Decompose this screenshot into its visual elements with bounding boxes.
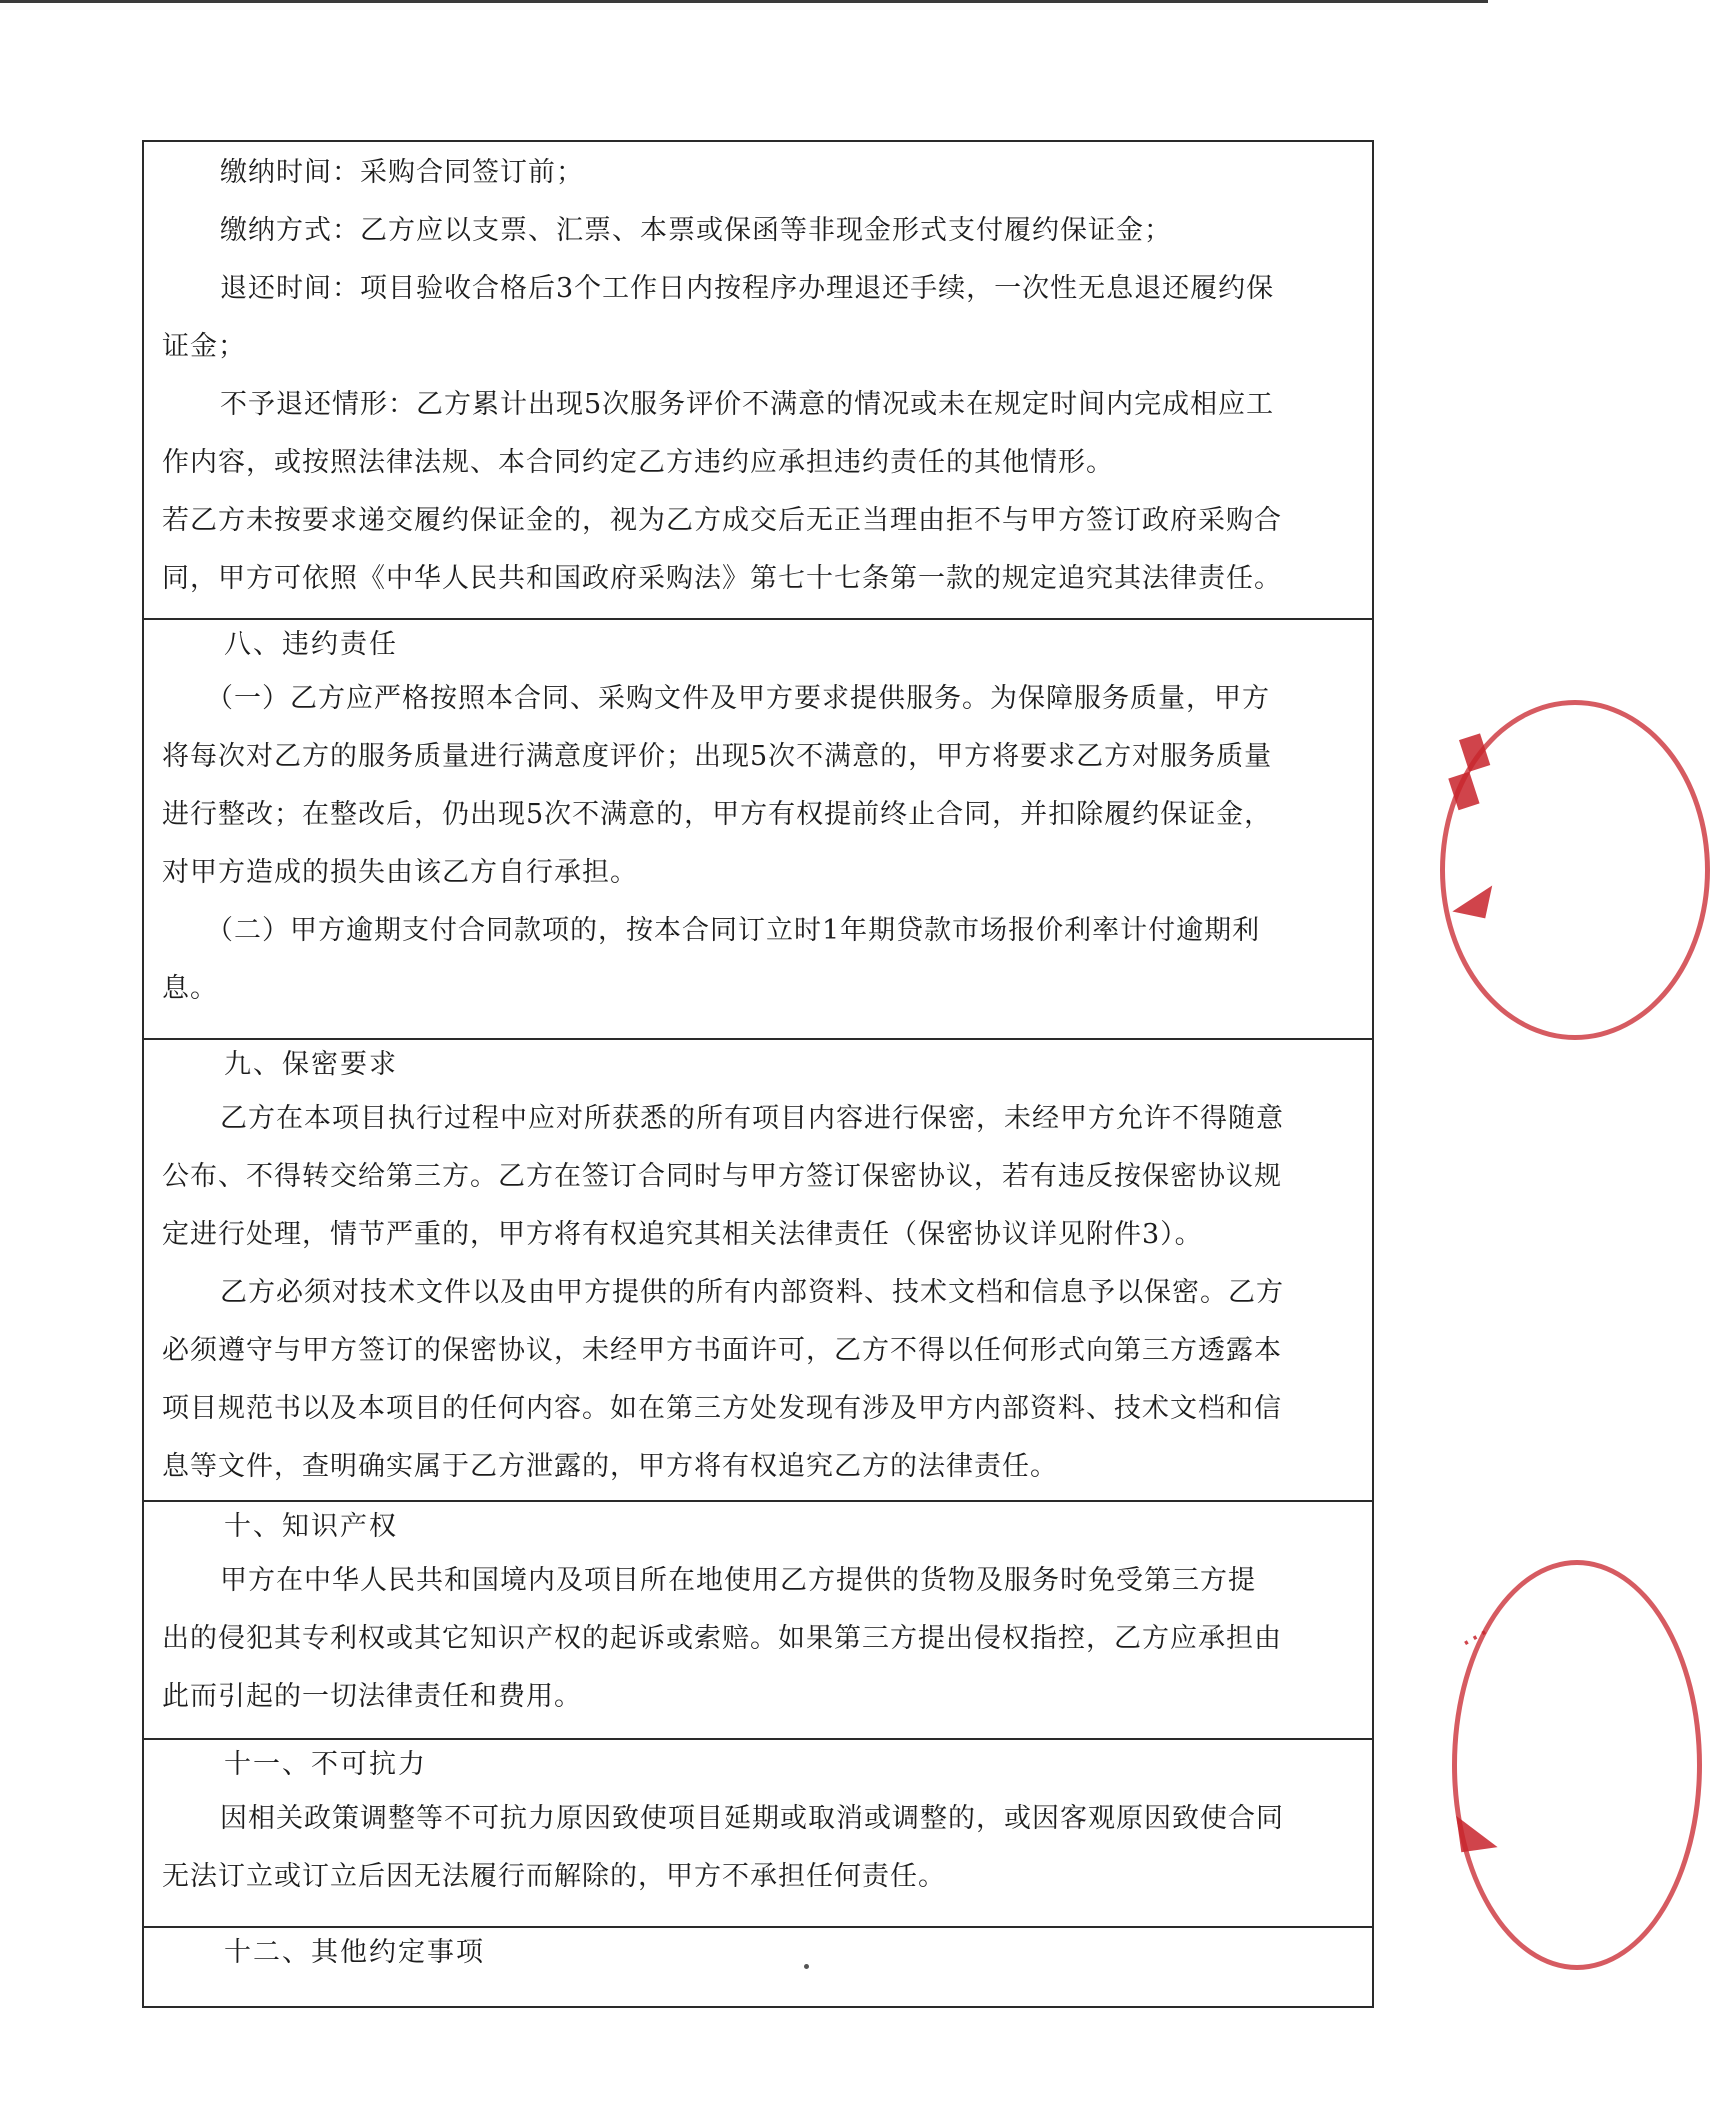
seal-fragment-upper-glyph: ▞	[1439, 734, 1501, 811]
breach-line: 进行整改；在整改后，仍出现5次不满意的，甲方有权提前终止合同，并扣除履约保证金，	[162, 799, 1273, 830]
ip-line: 出的侵犯其专利权或其它知识产权的起诉或索赔。如果第三方提出侵权指控，乙方应承担由	[162, 1623, 1282, 1654]
page-top-edge	[0, 0, 1488, 3]
ip-line: 此而引起的一切法律责任和费用。	[162, 1681, 582, 1712]
footer-dot	[804, 1964, 809, 1969]
ip-line: 甲方在中华人民共和国境内及项目所在地使用乙方提供的货物及服务时免受第三方提	[220, 1565, 1256, 1596]
breach-line: （一）乙方应严格按照本合同、采购文件及甲方要求提供服务。为保障服务质量，甲方	[206, 683, 1270, 714]
breach-line: （二）甲方逾期支付合同款项的，按本合同订立时1年期贷款市场报价利率计付逾期利	[206, 915, 1261, 946]
deposit-line: 同，甲方可依照《中华人民共和国政府采购法》第七十七条第一款的规定追究其法律责任。	[162, 563, 1282, 594]
confidential-line: 公布、不得转交给第三方。乙方在签订合同时与甲方签订保密协议，若有违反按保密协议规	[162, 1161, 1282, 1192]
seal-fragment-lower-mark: ◣	[1454, 1797, 1499, 1859]
section-heading: 八、违约责任	[224, 629, 398, 660]
section-heading: 十二、其他约定事项	[224, 1937, 485, 1968]
breach-line: 将每次对乙方的服务质量进行满意度评价；出现5次不满意的，甲方将要求乙方对服务质量	[162, 741, 1273, 772]
deposit-section	[144, 142, 1372, 620]
contract-table	[142, 140, 1374, 2008]
deposit-line: 证金；	[162, 331, 246, 362]
force-line: 因相关政策调整等不可抗力原因致使项目延期或取消或调整的，或因客观原因致使合同	[220, 1803, 1284, 1834]
section-heading: 十一、不可抗力	[224, 1749, 427, 1780]
deposit-line: 作内容，或按照法律法规、本合同约定乙方违约应承担违约责任的其他情形。	[162, 447, 1114, 478]
confidential-line: 息等文件，查明确实属于乙方泄露的，甲方将有权追究乙方的法律责任。	[162, 1451, 1058, 1482]
deposit-line: 缴纳方式：乙方应以支票、汇票、本票或保函等非现金形式支付履约保证金；	[220, 215, 1172, 246]
confidential-line: 乙方必须对技术文件以及由甲方提供的所有内部资料、技术文档和信息予以保密。乙方	[220, 1277, 1284, 1308]
seal-fragment-upper-mark: ◢	[1451, 867, 1495, 924]
confidential-line: 乙方在本项目执行过程中应对所获悉的所有项目内容进行保密，未经甲方允许不得随意	[220, 1103, 1284, 1134]
seal-fragment-lower-glyph: ⋯	[1453, 1614, 1497, 1661]
ip-section	[144, 1502, 1372, 1740]
breach-line: 息。	[162, 973, 218, 1004]
force-line: 无法订立或订立后因无法履行而解除的，甲方不承担任何责任。	[162, 1861, 946, 1892]
other-terms-section	[144, 1928, 1372, 2008]
breach-line: 对甲方造成的损失由该乙方自行承担。	[162, 857, 638, 888]
confidential-line: 定进行处理，情节严重的，甲方将有权追究其相关法律责任（保密协议详见附件3）。	[162, 1219, 1203, 1250]
breach-section	[144, 620, 1372, 1040]
deposit-line: 若乙方未按要求递交履约保证金的，视为乙方成交后无正当理由拒不与甲方签订政府采购合	[162, 505, 1282, 536]
deposit-line: 不予退还情形：乙方累计出现5次服务评价不满意的情况或未在规定时间内完成相应工	[220, 389, 1275, 420]
section-heading: 九、保密要求	[224, 1049, 398, 1080]
section-heading: 十、知识产权	[224, 1511, 398, 1542]
confidential-line: 项目规范书以及本项目的任何内容。如在第三方处发现有涉及甲方内部资料、技术文档和信	[162, 1393, 1282, 1424]
force-majeure-section	[144, 1740, 1372, 1928]
confidential-line: 必须遵守与甲方签订的保密协议，未经甲方书面许可，乙方不得以任何形式向第三方透露本	[162, 1335, 1282, 1366]
confidential-section	[144, 1040, 1372, 1502]
deposit-line: 退还时间：项目验收合格后3个工作日内按程序办理退还手续，一次性无息退还履约保	[220, 273, 1275, 304]
deposit-line: 缴纳时间：采购合同签订前；	[220, 157, 584, 188]
seal-stamp-lower	[1452, 1560, 1702, 1970]
